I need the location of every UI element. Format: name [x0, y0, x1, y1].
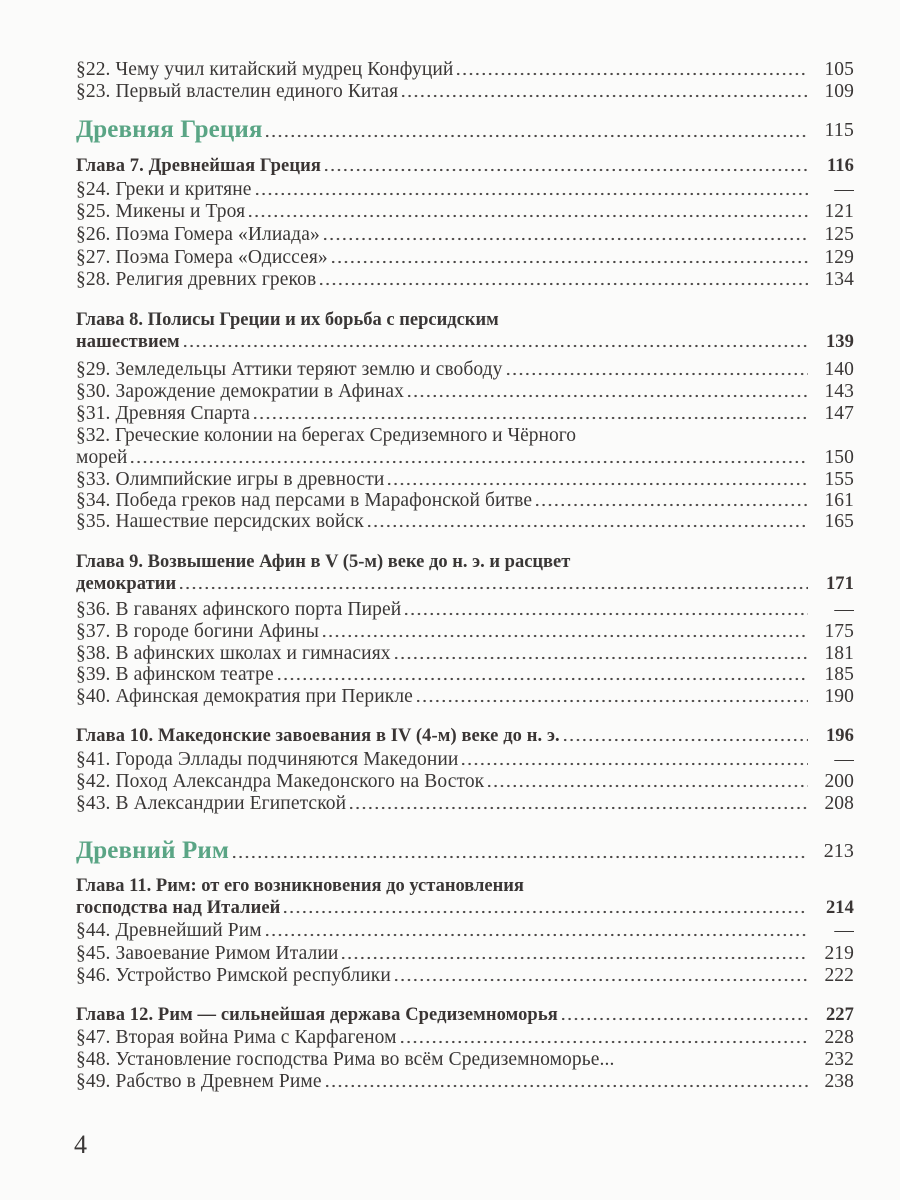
toc-entry-section [76, 403, 854, 425]
leader-dots [486, 783, 808, 789]
entry-title: §33. Олимпийские игры в древности [76, 469, 385, 490]
toc-entry-section [76, 920, 854, 942]
entry-page: — [834, 179, 854, 200]
chapter-title: нашествием [76, 332, 180, 352]
entry-title: §25. Микены и Троя [76, 201, 246, 222]
leader-dots [340, 955, 808, 961]
leader-dots [252, 415, 808, 421]
entry-title: §49. Рабство в Древнем Риме [76, 1071, 322, 1092]
toc-entry-section [76, 686, 854, 708]
leader-dots [386, 481, 808, 487]
toc-entry-section [76, 749, 854, 771]
part-title: Древний Рим [76, 837, 229, 864]
entry-page: 208 [824, 793, 854, 814]
toc-entry-chapter [76, 897, 854, 919]
chapter-title-line1: Глава 8. Полисы Греции и их борьба с персидским [76, 310, 499, 330]
leader-dots [231, 854, 808, 860]
toc-entry-section [76, 490, 854, 512]
toc-entry-section [76, 247, 854, 269]
toc-entry-section [76, 59, 854, 81]
entry-title: §47. Вторая война Рима с Карфагеном [76, 1027, 397, 1048]
leader-dots [562, 737, 808, 743]
toc-entry-section [76, 511, 854, 533]
leader-dots [393, 655, 808, 661]
entry-title: §30. Зарождение демократии в Афинах [76, 381, 405, 402]
entry-page: 171 [825, 574, 854, 594]
toc-entry-section [76, 1027, 854, 1049]
chapter-title: демократии [76, 574, 177, 594]
entry-page: 115 [824, 119, 854, 141]
chapter-title: господства над Италией [76, 898, 281, 918]
toc-entry-section [76, 179, 854, 201]
leader-dots [264, 133, 808, 139]
toc-entry-chapter [76, 1004, 854, 1026]
toc-entry-section [76, 965, 854, 987]
toc-entry-section [76, 943, 854, 965]
entry-page: 165 [824, 511, 854, 532]
toc-entry-section [76, 771, 854, 793]
toc-entry-chapter [76, 725, 854, 747]
entry-title: §46. Устройство Римской республики [76, 965, 391, 986]
entry-title: §42. Поход Александра Македонского на Восток [76, 771, 485, 792]
entry-page: 213 [823, 840, 854, 862]
entry-page: 190 [824, 686, 854, 707]
entry-page: 196 [825, 726, 854, 746]
toc-entry-chapter [76, 155, 854, 177]
entry-title: §27. Поэма Гомера «Одиссея» [76, 247, 328, 268]
entry-page: — [834, 599, 854, 620]
leader-dots [321, 633, 808, 639]
entry-title: §36. В гаванях афинского порта Пирей [76, 599, 402, 620]
leader-dots [560, 1016, 808, 1022]
entry-page: 219 [824, 943, 854, 964]
entry-title: §35. Нашествие персидских войск [76, 511, 364, 532]
entry-title: §41. Города Эллады подчиняются Македонии [76, 749, 459, 770]
leader-dots [322, 236, 808, 242]
entry-page: 109 [824, 81, 854, 102]
entry-title: §38. В афинских школах и гимнасиях [76, 643, 391, 664]
entry-page: — [834, 920, 854, 941]
leader-dots [348, 805, 808, 811]
leader-dots [505, 371, 808, 377]
toc-entry-section [76, 793, 854, 815]
toc-entry-chapter [76, 573, 854, 595]
toc-entry-section [76, 469, 854, 491]
entry-title: §22. Чему учил китайский мудрец Конфуций [76, 59, 454, 80]
chapter-title: Глава 7. Древнейшая Греция [76, 156, 321, 176]
toc-entry-section [76, 1049, 854, 1071]
entry-page: 227 [825, 1005, 854, 1025]
entry-page: 143 [824, 381, 854, 402]
entry-page: 161 [824, 490, 854, 511]
entry-page: 181 [824, 643, 854, 664]
entry-title: §31. Древняя Спарта [76, 403, 251, 424]
entry-page: 125 [824, 224, 854, 245]
entry-page: 228 [824, 1027, 854, 1048]
entry-page: 139 [825, 332, 854, 352]
toc-entry-section [76, 224, 854, 246]
entry-title: §40. Афинская демократия при Перикле [76, 686, 413, 707]
toc-entry-chapter [76, 331, 854, 353]
entry-title: §34. Победа греков над персами в Марафонской битве [76, 490, 533, 511]
leader-dots [276, 676, 808, 682]
page-number: 4 [74, 1130, 87, 1159]
chapter-title-line1: Глава 9. Возвышение Афин в V (5-м) веке до н. э. и расцвет [76, 552, 571, 572]
toc-entry-section [76, 81, 854, 103]
section-title-line1: §32. Греческие колонии на берегах Средиземного и Чёрного [76, 425, 576, 446]
leader-dots [264, 932, 808, 938]
leader-dots [460, 761, 808, 767]
leader-dots [254, 191, 808, 197]
entry-page: 185 [824, 664, 854, 685]
chapter-title-line1: Глава 11. Рим: от его возникновения до установления [76, 876, 524, 896]
entry-page: 155 [824, 469, 854, 490]
leader-dots [129, 459, 808, 465]
leader-dots [400, 93, 808, 99]
entry-page: 129 [824, 247, 854, 268]
toc-entry-section [76, 447, 854, 469]
part-title: Древняя Греция [76, 116, 263, 143]
leader-dots [366, 523, 808, 529]
toc-entry-section [76, 269, 854, 291]
toc-entry-section [76, 599, 854, 621]
leader-dots [182, 343, 808, 349]
entry-page: — [834, 749, 854, 770]
entry-title: §39. В афинском театре [76, 664, 274, 685]
entry-page: 140 [824, 359, 854, 380]
leader-dots [455, 71, 808, 77]
entry-page: 105 [824, 59, 854, 80]
toc-entry-section [76, 643, 854, 665]
entry-page: 232 [824, 1049, 854, 1070]
entry-title: §48. Установление господства Рима во всём Средиземноморье... [76, 1049, 615, 1070]
entry-title: §43. В Александрии Египетской [76, 793, 347, 814]
toc-entry-section [76, 621, 854, 643]
leader-dots [318, 281, 808, 287]
leader-dots [178, 585, 808, 591]
entry-page: 238 [824, 1071, 854, 1092]
toc-entry-section [76, 381, 854, 403]
leader-dots [415, 698, 808, 704]
leader-dots [534, 502, 808, 508]
toc-entry-section [76, 359, 854, 381]
leader-dots [323, 167, 808, 173]
entry-title: §24. Греки и критяне [76, 179, 252, 200]
entry-page: 116 [826, 156, 854, 176]
leader-dots [403, 611, 808, 617]
toc-entry-section [76, 664, 854, 686]
entry-page: 222 [824, 965, 854, 986]
leader-dots [399, 1039, 808, 1045]
entry-title: §29. Земледельцы Аттики теряют землю и свободу [76, 359, 503, 380]
entry-title: §23. Первый властелин единого Китая [76, 81, 399, 102]
entry-title: §37. В городе богини Афины [76, 621, 319, 642]
entry-title: морей [76, 447, 128, 468]
entry-page: 150 [824, 447, 854, 468]
entry-page: 175 [824, 621, 854, 642]
toc-entry-section [76, 201, 854, 223]
toc-entry-part [76, 116, 854, 144]
leader-dots [330, 259, 808, 265]
entry-title: §44. Древнейший Рим [76, 920, 262, 941]
entry-page: 200 [824, 771, 854, 792]
toc-entry-section [76, 1071, 854, 1093]
entry-page: 134 [824, 269, 854, 290]
entry-title: §28. Религия древних греков [76, 269, 317, 290]
entry-page: 121 [824, 201, 854, 222]
toc-entry-part [76, 837, 854, 865]
leader-dots [393, 977, 808, 983]
leader-dots [247, 213, 808, 219]
leader-dots [406, 393, 808, 399]
chapter-title: Глава 12. Рим — сильнейшая держава Средиземноморья [76, 1005, 558, 1025]
leader-dots [324, 1083, 808, 1089]
entry-page: 147 [824, 403, 854, 424]
entry-title: §26. Поэма Гомера «Илиада» [76, 224, 320, 245]
leader-dots [282, 909, 808, 915]
chapter-title: Глава 10. Македонские завоевания в IV (4-м) веке до н. э. [76, 726, 560, 746]
entry-title: §45. Завоевание Римом Италии [76, 943, 339, 964]
entry-page: 214 [825, 898, 854, 918]
